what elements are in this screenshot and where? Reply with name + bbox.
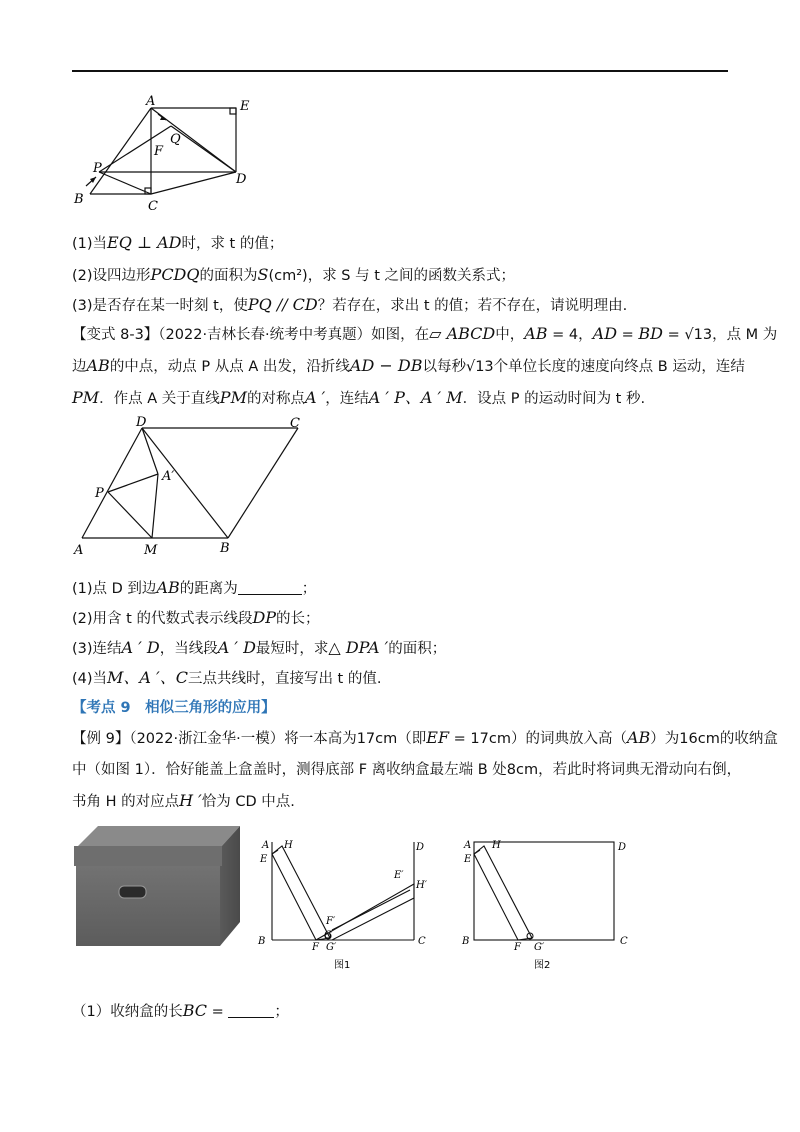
question-3 bbox=[72, 294, 732, 317]
v-l3f: ，连结 bbox=[325, 391, 369, 407]
f1-F: F bbox=[312, 942, 319, 953]
s3-tri: △ DPA ′ bbox=[328, 638, 389, 657]
example-9-line3 bbox=[72, 790, 732, 813]
label-M: M bbox=[144, 543, 158, 558]
s1-ab: AB bbox=[156, 578, 180, 597]
v-l1j: ，点 M 为 bbox=[712, 327, 778, 343]
figure-2 bbox=[452, 836, 632, 974]
e-l1c: （即 bbox=[397, 731, 427, 747]
sub-question-3 bbox=[72, 637, 732, 660]
v-l3b: ．作点 A 关于直线 bbox=[99, 391, 220, 407]
v-l2d: AD − DB bbox=[349, 356, 423, 375]
f2-C: C bbox=[620, 936, 628, 947]
label-A: A bbox=[74, 543, 84, 558]
label-B: B bbox=[220, 541, 230, 556]
f2-B: B bbox=[462, 936, 470, 947]
variant-8-3-line1 bbox=[72, 323, 778, 346]
v-l3e: A ′ bbox=[304, 388, 326, 407]
sub-question-4 bbox=[72, 667, 732, 690]
v-l2b: AB bbox=[86, 356, 110, 375]
s3-ad2: A ′ D bbox=[217, 638, 256, 657]
f2-F: F bbox=[514, 942, 521, 953]
variant-8-3-line2 bbox=[72, 355, 745, 378]
f1-caption: 图1 bbox=[334, 960, 351, 971]
s4-pts: M、A ′、C bbox=[107, 668, 188, 687]
f1-E: E bbox=[260, 854, 268, 865]
question-2 bbox=[72, 264, 732, 287]
s4-pre: (4)当 bbox=[72, 671, 108, 687]
f2-G-prime: G′ bbox=[534, 942, 545, 953]
header-rule bbox=[72, 70, 728, 72]
f2-H: H bbox=[492, 840, 501, 851]
label-E: E bbox=[240, 99, 250, 114]
q3-post: ？若存在，求出 t 的值；若不存在，请说明理由. bbox=[317, 298, 628, 314]
q2-unit: (cm²) bbox=[268, 268, 308, 284]
q1-post: 时，求 t 的值； bbox=[181, 236, 284, 252]
s1-pre: (1)点 D 到边 bbox=[72, 581, 157, 597]
f1-C: C bbox=[418, 936, 426, 947]
s3-pre: (3)连结 bbox=[72, 641, 122, 657]
v-l3a: PM bbox=[72, 388, 100, 407]
e-l1f: AB bbox=[626, 728, 651, 747]
f1-G: G bbox=[324, 930, 332, 941]
storage-box-photo bbox=[72, 826, 242, 948]
variant-8-3-line3 bbox=[72, 387, 732, 410]
variant-tag: 【变式 8-3】 bbox=[72, 327, 159, 343]
v-l2a: 边 bbox=[72, 359, 87, 375]
s2-post: 的长； bbox=[276, 611, 320, 627]
v-l1h: BD bbox=[638, 324, 664, 343]
v-l3g: A ′ P、A ′ M bbox=[368, 388, 463, 407]
e-l3a: 书角 H 的对应点 bbox=[72, 794, 180, 810]
figure-quadrilateral bbox=[70, 88, 270, 214]
label-A-prime: A′ bbox=[162, 469, 175, 484]
figure-1 bbox=[252, 836, 432, 974]
f1-E-prime: E′ bbox=[394, 870, 404, 881]
s3-ad: A ′ D bbox=[121, 638, 160, 657]
f2-E: E bbox=[464, 854, 472, 865]
e-l1g: ）为 bbox=[650, 731, 680, 747]
s1-post: 的距离为 bbox=[179, 581, 238, 597]
s1-end: ； bbox=[301, 581, 317, 597]
figure-parallelogram bbox=[68, 416, 318, 560]
e-l1b: 17cm bbox=[356, 731, 398, 747]
s4-post: 三点共线时，直接写出 t 的值. bbox=[187, 671, 382, 687]
s3-post: 的面积； bbox=[388, 641, 447, 657]
final-question bbox=[72, 1000, 732, 1023]
f1-B: B bbox=[258, 936, 266, 947]
sub-question-1 bbox=[72, 577, 732, 600]
f1-H: H bbox=[284, 840, 293, 851]
f2-caption: 图2 bbox=[534, 960, 551, 971]
f1-G-prime: G′ bbox=[326, 942, 337, 953]
label-F: F bbox=[154, 144, 164, 159]
sub-question-2 bbox=[72, 607, 732, 630]
f2-D: D bbox=[618, 842, 627, 853]
f1-H-prime: H′ bbox=[416, 880, 427, 891]
label-P: P bbox=[95, 486, 104, 501]
v-l1f: AD bbox=[592, 324, 618, 343]
answer-blank-2[interactable] bbox=[228, 1003, 274, 1018]
f2-A: A bbox=[464, 840, 472, 851]
e-l1d: EF bbox=[426, 728, 450, 747]
q2-poly: PCDQ bbox=[150, 265, 200, 284]
label-D: D bbox=[236, 172, 247, 187]
e-l1e: = 17cm）的词典放入高（ bbox=[449, 731, 627, 747]
section-heading: 【考点 9 相似三角形的应用】 bbox=[72, 700, 276, 716]
label-B: B bbox=[74, 192, 84, 207]
q3-eq: PQ // CD bbox=[247, 295, 318, 314]
q2-pre: (2)设四边形 bbox=[72, 268, 151, 284]
q2-post: ，求 S 与 t 之间的函数关系式； bbox=[307, 268, 516, 284]
v-l3d: 的对称点 bbox=[246, 391, 305, 407]
v-l2c: 的中点，动点 P 从点 A 出发，沿折线 bbox=[109, 359, 350, 375]
s2-pre: (2)用含 t 的代数式表示线段 bbox=[72, 611, 253, 627]
e-l1a: 【例 9】（2022·浙江金华·一模）将一本高为 bbox=[72, 731, 357, 747]
label-C: C bbox=[148, 199, 158, 214]
answer-blank-1[interactable] bbox=[238, 580, 302, 595]
q2-mid: 的面积为 bbox=[199, 268, 258, 284]
label-C: C bbox=[290, 416, 300, 431]
label-P: P bbox=[93, 161, 102, 176]
s3-mid2: 最短时，求 bbox=[255, 641, 329, 657]
q1-pre: (1)当 bbox=[72, 236, 108, 252]
example-9-line1 bbox=[72, 727, 778, 750]
e-l1h: 16cm bbox=[679, 731, 720, 747]
s3-mid: ，当线段 bbox=[159, 641, 218, 657]
label-Q: Q bbox=[170, 132, 181, 147]
v-l1a: （2022·吉林长春·统考中考真题）如图，在 bbox=[158, 327, 430, 343]
final-end: ； bbox=[274, 1004, 289, 1020]
f1-A: A bbox=[262, 840, 270, 851]
e-l1i: 的收纳盒 bbox=[719, 731, 778, 747]
q2-s: S bbox=[257, 265, 269, 284]
v-l2e: 以每秒√13个单位长度的速度向终点 B 运动，连结 bbox=[422, 359, 745, 375]
final-bc: BC bbox=[182, 1001, 208, 1020]
s2-dp: DP bbox=[252, 608, 277, 627]
v-l3c: PM bbox=[219, 388, 247, 407]
v-l1b: ▱ ABCD bbox=[429, 324, 496, 343]
v-l1c: 中， bbox=[495, 327, 525, 343]
example-9-line2: 中（如图 1）．恰好能盖上盒盖时，测得底部 F 离收纳盒最左端 B 处8cm，若此时将词典无滑动向右倒， bbox=[72, 762, 742, 778]
f1-F-prime: F′ bbox=[326, 916, 336, 927]
v-l1g: = bbox=[617, 327, 639, 343]
question-1 bbox=[72, 232, 732, 255]
q1-eq: EQ ⊥ AD bbox=[107, 233, 182, 252]
v-l1e: = 4， bbox=[547, 327, 593, 343]
v-l1i: = √13 bbox=[663, 327, 713, 343]
q3-pre: (3)是否存在某一时刻 t，使 bbox=[72, 298, 248, 314]
v-l3h: ．设点 P 的运动时间为 t 秒. bbox=[462, 391, 646, 407]
f1-D: D bbox=[416, 842, 425, 853]
e-l3c: 恰为 CD 中点. bbox=[201, 794, 295, 810]
final-pre: （1）收纳盒的长 bbox=[72, 1004, 183, 1020]
final-post: = bbox=[207, 1004, 229, 1020]
e-l3b: H ′ bbox=[179, 791, 202, 810]
v-l1d: AB bbox=[524, 324, 548, 343]
label-D: D bbox=[136, 416, 147, 430]
label-A: A bbox=[146, 94, 156, 109]
